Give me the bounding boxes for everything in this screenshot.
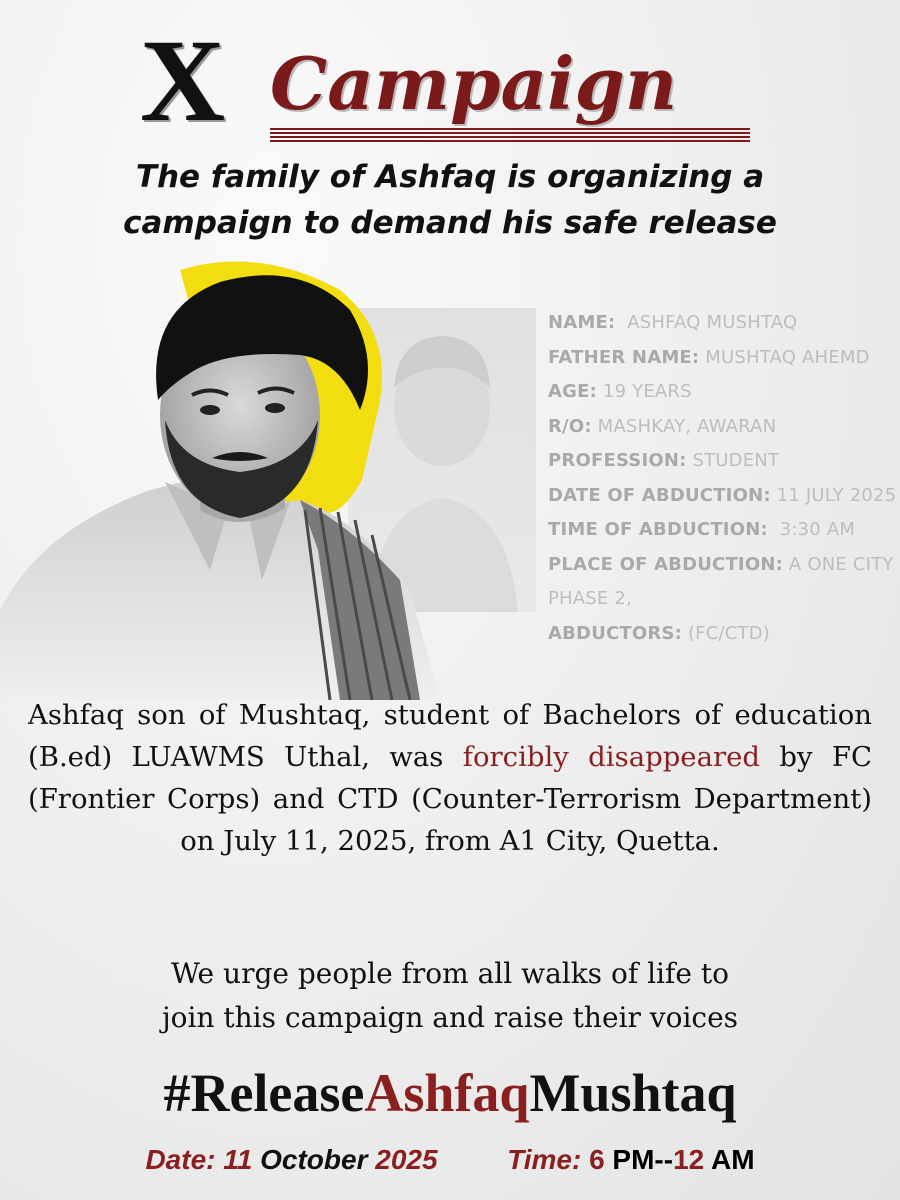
title-underline-stripes xyxy=(270,128,750,142)
urge-message xyxy=(20,952,880,1040)
time-separator: -- xyxy=(654,1144,674,1175)
info-row-age: AGE: 19 YEARS xyxy=(548,381,692,402)
date-label: Date: xyxy=(145,1144,216,1175)
event-date-time xyxy=(20,1140,880,1180)
info-row-place: PLACE OF ABDUCTION: A ONE CITY PHASE 2, xyxy=(548,553,894,609)
campaign-hashtag: #ReleaseAshfaqMushtaq xyxy=(163,1063,737,1123)
time-start-suffix: PM xyxy=(612,1144,655,1175)
time-end-suffix: AM xyxy=(710,1144,755,1175)
info-row-father: FATHER NAME: MUSHTAQ AHEMD xyxy=(548,346,870,368)
campaign-title: Campaign xyxy=(270,41,678,126)
person-portrait-icon xyxy=(0,250,470,700)
time-start: 6 xyxy=(589,1144,605,1175)
subtitle-line-1: The family of Ashfaq is organizing a xyxy=(135,159,765,195)
portrait-photo xyxy=(0,250,470,700)
date-year: 2025 xyxy=(375,1144,438,1175)
description-paragraph: Ashfaq son of Mushtaq, student of Bachelors of education (B.ed) LUAWMS Uthal, was forcibly disappeared by FC (Frontier Corps) and CTD (Counter-Terrorism Department) on July 11, 2025, from A1 City, Quetta. xyxy=(28,699,873,857)
time-label: Time: xyxy=(507,1144,582,1175)
info-row-date: DATE OF ABDUCTION: 11 JULY 2025 xyxy=(548,484,897,506)
abduction-info-card xyxy=(548,306,900,651)
urge-line-1: We urge people from all walks of life to xyxy=(171,957,729,990)
info-row-profession: PROFESSION: STUDENT xyxy=(548,450,780,471)
time-end: 12 xyxy=(673,1144,705,1175)
campaign-subtitle xyxy=(20,154,880,246)
info-row-residence: R/O: MASHKAY, AWARAN xyxy=(548,415,777,437)
date-month: October xyxy=(260,1144,368,1175)
urge-line-2: join this campaign and raise their voices xyxy=(161,1001,739,1034)
subtitle-line-2: campaign to demand his safe release xyxy=(123,205,777,241)
info-row-name: NAME: ASHFAQ MUSHTAQ xyxy=(548,312,798,333)
forcibly-disappeared-highlight: forcibly disappeared xyxy=(462,741,760,773)
x-letter-logo: X xyxy=(140,15,224,146)
info-row-abductors: ABDUCTORS: (FC/CTD) xyxy=(548,622,771,644)
info-row-time: TIME OF ABDUCTION: 3:30 AM xyxy=(548,519,856,540)
date-day: 11 xyxy=(223,1144,253,1175)
